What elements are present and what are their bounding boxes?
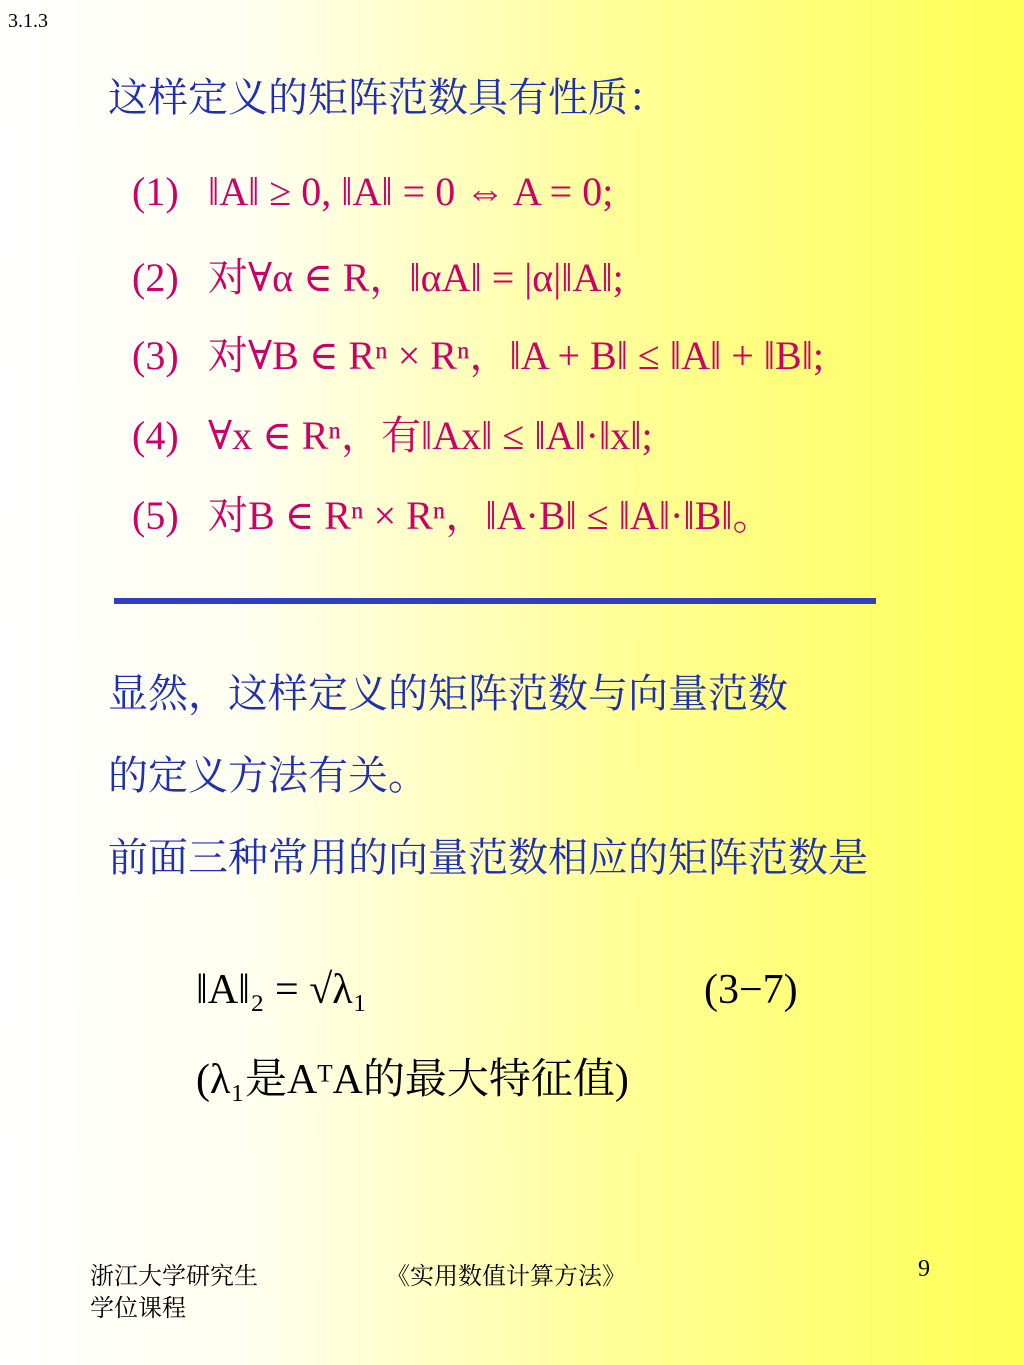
property-2 [132, 246, 624, 303]
footer-org-line2: 学位课程 [90, 1296, 186, 1322]
property-5-number: (5) [132, 493, 179, 538]
footer-page-number: 9 [918, 1256, 930, 1282]
paragraph-1: 显然，这样定义的矩阵范数与向量范数 [108, 671, 788, 717]
formula-note: (λ₁是AᵀA的最大特征值) [196, 1057, 629, 1103]
property-4-number: (4) [132, 413, 179, 458]
property-3 [132, 324, 824, 381]
property-1-text: ‖A‖ ≥ 0, ‖A‖ = 0 ⇔ A = 0; [208, 169, 614, 214]
divider-line [114, 598, 876, 604]
paragraph-3: 前面三种常用的向量范数相应的矩阵范数是 [108, 835, 868, 881]
section-label: 3.1.3 [8, 10, 48, 32]
heading: 这样定义的矩阵范数具有性质： [108, 75, 668, 121]
property-3-text: 对∀B ∈ Rⁿ × Rⁿ，‖A + B‖ ≤ ‖A‖ + ‖B‖; [208, 333, 825, 378]
footer-org-line1: 浙江大学研究生 [90, 1264, 258, 1290]
property-3-number: (3) [132, 333, 179, 378]
property-2-number: (2) [132, 255, 179, 300]
formula-number: (3−7) [704, 967, 798, 1013]
property-1 [132, 168, 613, 215]
footer-course-title: 《实用数值计算方法》 [386, 1264, 626, 1290]
formula-main: ‖A‖₂ = √λ₁ [196, 967, 368, 1013]
paragraph-2: 的定义方法有关。 [108, 753, 428, 799]
property-1-number: (1) [132, 169, 179, 214]
property-4 [132, 404, 653, 461]
property-5-text: 对B ∈ Rⁿ × Rⁿ，‖A·B‖ ≤ ‖A‖·‖B‖。 [208, 493, 773, 538]
property-5 [132, 484, 773, 541]
property-4-text: ∀x ∈ Rⁿ，有‖Ax‖ ≤ ‖A‖·‖x‖; [208, 413, 653, 458]
property-2-text: 对∀α ∈ R，‖αA‖ = |α|‖A‖; [208, 255, 624, 300]
